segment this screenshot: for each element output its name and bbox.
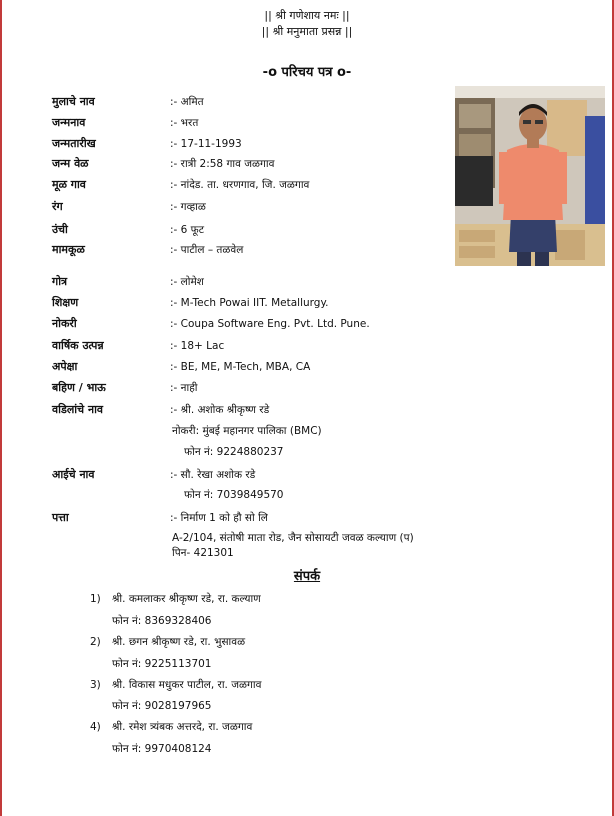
contact-number: 1) — [90, 593, 101, 605]
address-line-1: A-2/104, संतोषी माता रोड, जैन सोसायटी जवळ कल्याण (प) — [172, 532, 414, 544]
page-title: -o परिचय पत्र o- — [262, 65, 352, 80]
detail-label: जन्म वेळ — [52, 157, 89, 170]
detail-label: नोकरी — [52, 317, 77, 330]
contact-name: श्री. छगन श्रीकृष्ण रडे, रा. भुसावळ — [112, 636, 246, 648]
profile-photo — [455, 86, 605, 266]
detail-value: :- Coupa Software Eng. Pvt. Ltd. Pune. — [170, 318, 370, 330]
detail-label: पत्ता — [52, 511, 69, 524]
address-pin: पिन- 421301 — [172, 547, 234, 559]
detail-label: बहिण / भाऊ — [52, 381, 106, 394]
page-border-left — [0, 0, 2, 816]
detail-label: उंची — [52, 223, 68, 236]
detail-label: अपेक्षा — [52, 360, 78, 373]
detail-label: शिक्षण — [52, 296, 79, 309]
detail-label: जन्मतारीख — [52, 137, 96, 150]
detail-value: :- पाटील – तळवेल — [170, 244, 244, 256]
detail-value: :- 18+ Lac — [170, 340, 225, 352]
detail-label: वडिलांचे नाव — [52, 403, 104, 416]
detail-value: :- रात्री 2:58 गाव जळगाव — [170, 158, 275, 170]
contact-number: 2) — [90, 636, 101, 648]
father-phone: फोन नं: 9224880237 — [184, 446, 284, 458]
detail-label: वार्षिक उत्पन्न — [52, 339, 104, 352]
detail-value: :- निर्माण 1 को हौ सो लि — [170, 512, 268, 524]
detail-value: :- श्री. अशोक श्रीकृष्ण रडे — [170, 404, 270, 416]
blessing-line-2: || श्री मनुमाता प्रसन्न || — [261, 25, 353, 38]
detail-label: मामकूळ — [52, 243, 85, 256]
detail-label: मूळ गाव — [52, 178, 86, 191]
contact-phone: फोन नं: 8369328406 — [112, 615, 212, 627]
detail-value: :- M-Tech Powai IIT. Metallurgy. — [170, 297, 329, 309]
contact-name: श्री. विकास मधुकर पाटील, रा. जळगाव — [112, 679, 262, 691]
detail-label: मुलाचे नाव — [52, 95, 95, 108]
detail-value: :- सौ. रेखा अशोक रडे — [170, 469, 256, 481]
contact-number: 4) — [90, 721, 101, 733]
contact-item — [90, 720, 252, 734]
blessing-line-1: || श्री गणेशाय नमः || — [264, 9, 350, 22]
contact-item — [90, 635, 245, 649]
detail-value: :- BE, ME, M-Tech, MBA, CA — [170, 361, 311, 373]
father-job: नोकरी: मुंबई महानगर पालिका (BMC) — [172, 425, 322, 437]
detail-label: गोत्र — [52, 275, 68, 288]
detail-label: आईचे नाव — [52, 468, 95, 481]
detail-value: :- नांदेड. ता. धरणगाव, जि. जळगाव — [170, 179, 310, 191]
contact-phone: फोन नं: 9970408124 — [112, 743, 212, 755]
detail-value: :- 17-11-1993 — [170, 138, 242, 150]
contact-phone: फोन नं: 9225113701 — [112, 658, 212, 670]
detail-value: :- नाही — [170, 382, 198, 394]
detail-value: :- लोमेश — [170, 276, 204, 288]
contact-title: संपर्क — [293, 569, 321, 584]
detail-value: :- 6 फूट — [170, 224, 205, 236]
contact-name: श्री. रमेश त्र्यंबक अत्तरदे, रा. जळगाव — [112, 721, 253, 733]
detail-label: जन्मनाव — [52, 116, 86, 129]
contact-item — [90, 678, 261, 692]
detail-label: रंग — [52, 200, 63, 213]
contact-number: 3) — [90, 679, 101, 691]
mother-phone: फोन नं: 7039849570 — [184, 489, 284, 501]
detail-value: :- गव्हाळ — [170, 201, 206, 213]
contact-item — [90, 592, 261, 606]
detail-value: :- अमित — [170, 96, 204, 108]
contact-phone: फोन नं: 9028197965 — [112, 700, 212, 712]
detail-value: :- भरत — [170, 117, 199, 129]
contact-name: श्री. कमलाकर श्रीकृष्ण रडे, रा. कल्याण — [112, 593, 261, 605]
